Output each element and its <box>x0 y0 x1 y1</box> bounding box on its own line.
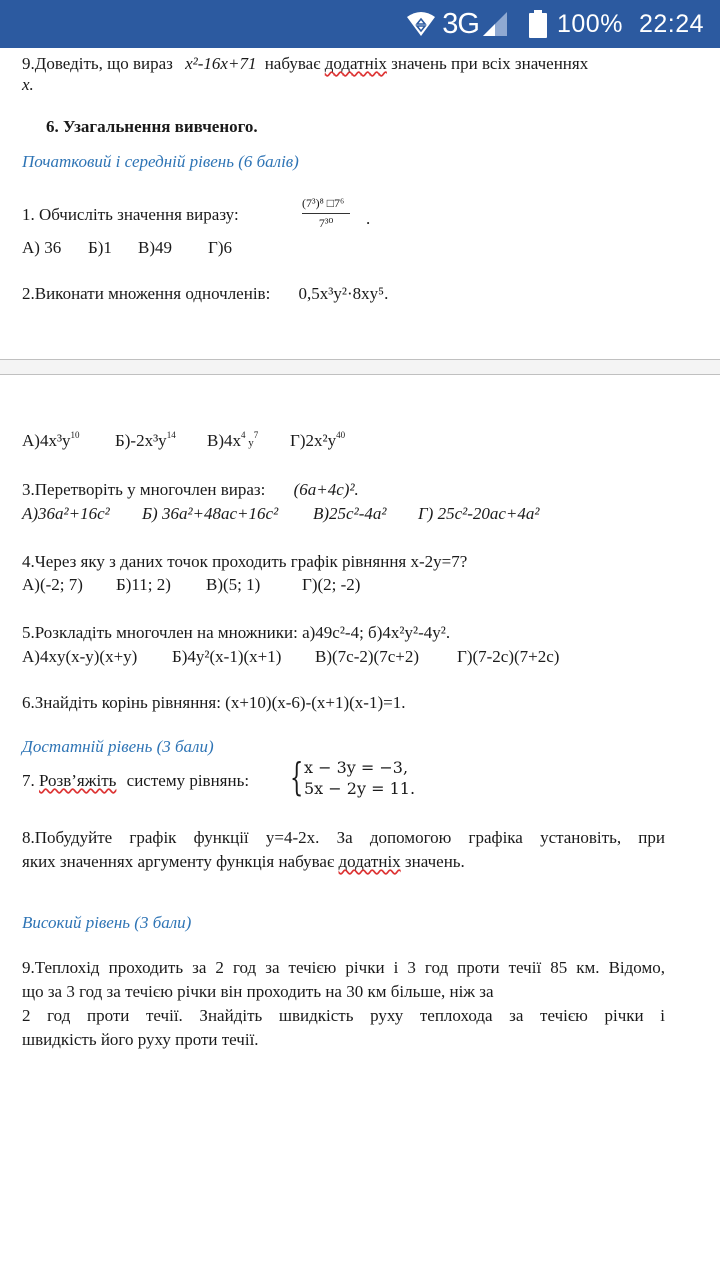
question-3 <box>22 480 359 500</box>
question-9-line-3: 2 год проти течії. Знайдіть швидкість руху теплохода за течією річки і <box>22 1006 665 1025</box>
option-b: Б)11; 2) <box>116 575 171 594</box>
question-1-fraction <box>302 196 350 231</box>
section-heading: 6. Узагальнення вивченого. <box>46 117 258 136</box>
question-9-line-2: що за 3 год за течією річки він проходить на 30 км більше, ніж за <box>22 982 494 1001</box>
cell-signal-icon <box>481 11 509 37</box>
level-heading-high: Високий рівень (3 бали) <box>22 913 192 932</box>
question-1: 1. Обчисліть значення виразу: <box>22 205 239 224</box>
option-v: В)49 <box>138 238 172 257</box>
question-9-tail: x. <box>22 75 34 94</box>
option-a: А)4xy(x-y)(x+y) <box>22 647 138 666</box>
status-bar <box>0 0 720 48</box>
exponent: 14 <box>166 430 176 440</box>
option-v: В)(5; 1) <box>206 575 261 594</box>
text: 2.Виконати множення одночленів: <box>22 284 271 303</box>
document-page-1 <box>0 48 720 359</box>
option-a: А) 36 <box>22 238 62 257</box>
equation-system <box>304 757 415 799</box>
expression: 0,5x³y²·8xy⁵. <box>298 284 389 303</box>
exponent: 40 <box>336 430 346 440</box>
fraction-numerator: (7³)⁸ □7⁶ <box>302 196 350 214</box>
option-a: А)(-2; 7) <box>22 575 83 594</box>
question-9-line-1: 9.Теплохід проходить за 2 год за течією річки і 3 год проти течії 85 км. Відомо, <box>22 958 665 977</box>
option-b: Б)4y²(x-1)(x+1) <box>172 647 282 666</box>
question-7 <box>22 771 249 791</box>
question-9-prev <box>22 54 588 74</box>
text: значень. <box>400 852 465 871</box>
exponent: 7 <box>253 430 259 440</box>
question-1-options <box>22 238 232 258</box>
option-b: Б) 36a²+48ac+16c² <box>142 504 279 523</box>
question-6: 6.Знайдіть корінь рівняння: (x+10)(x-6)-(x+1)(x-1)=1. <box>22 693 406 712</box>
option-b <box>115 431 207 451</box>
period: . <box>366 209 371 228</box>
status-icons <box>406 0 704 48</box>
option-g: Г)(2; -2) <box>302 575 361 594</box>
question-4-options <box>22 575 360 595</box>
level-heading-sufficient: Достатній рівень (3 бали) <box>22 737 214 756</box>
question-2 <box>22 284 388 304</box>
question-5-options <box>22 647 559 667</box>
network-type: 3G <box>442 7 479 40</box>
clock: 22:24 <box>638 9 704 38</box>
question-3-options <box>22 504 540 524</box>
wifi-data-icon <box>406 11 436 37</box>
expression: x²-16x+71 <box>185 54 257 73</box>
option-b: Б)1 <box>88 238 112 257</box>
text: значень при всіх значеннях <box>386 54 589 73</box>
question-4: 4.Через яку з даних точок проходить графік рівняння x-2y=7? <box>22 552 468 571</box>
option-a <box>22 431 115 451</box>
option-g <box>290 431 345 451</box>
text: В)4x <box>207 431 241 450</box>
battery-percent: 100% <box>556 9 623 38</box>
option-g: Г)6 <box>208 238 232 257</box>
text: 9.Доведіть, що вираз <box>22 54 178 73</box>
text: 7. <box>22 771 39 790</box>
option-g: Г) 25c²-20ac+4a² <box>418 504 540 523</box>
option-v: В)(7c-2)(7c+2) <box>315 647 419 666</box>
text: Г)2x²y <box>290 431 337 450</box>
text: Б)-2x³y <box>115 431 167 450</box>
document-page-2 <box>0 375 720 1280</box>
text: А)4x³y <box>22 431 71 450</box>
option-g: Г)(7-2c)(7+2c) <box>457 647 560 666</box>
level-heading-basic: Початковий і середній рівень (6 балів) <box>22 152 299 171</box>
page-separator <box>0 359 720 375</box>
text: яких значеннях аргументу функція набуває <box>22 852 339 871</box>
equation-1: x − 3y = −3, <box>304 758 409 777</box>
expression: (6a+4c)². <box>293 480 359 499</box>
question-5: 5.Розкладіть многочлен на множники: а)49c²-4; б)4x²y²-4y². <box>22 623 451 642</box>
text: y <box>245 437 254 449</box>
question-2-options <box>22 431 345 451</box>
equation-2: 5x − 2y = 11. <box>304 779 416 798</box>
spellcheck-word: додатніх <box>324 54 387 73</box>
question-8-line-1: 8.Побудуйте графік функції y=4-2x. За допомогою графіка установіть, при <box>22 828 665 847</box>
text: набуває <box>264 54 325 73</box>
option-v <box>207 431 290 451</box>
spellcheck-word: додатніх <box>338 852 401 871</box>
question-8-line-2 <box>22 852 465 872</box>
exponent: 4 <box>241 430 246 440</box>
text: 3.Перетворіть у многочлен вираз: <box>22 480 266 499</box>
text: систему рівнянь: <box>126 771 250 790</box>
question-9-line-4: швидкість його руху проти течії. <box>22 1030 259 1049</box>
option-a: А)36a²+16c² <box>22 504 110 523</box>
system-brace: { <box>290 755 304 799</box>
exponent: 10 <box>70 430 80 440</box>
option-v: В)25c²-4a² <box>313 504 387 523</box>
battery-icon <box>529 10 547 38</box>
spellcheck-word: Розв’яжіть <box>39 771 117 790</box>
fraction-denominator: 7³⁰ <box>318 216 334 230</box>
